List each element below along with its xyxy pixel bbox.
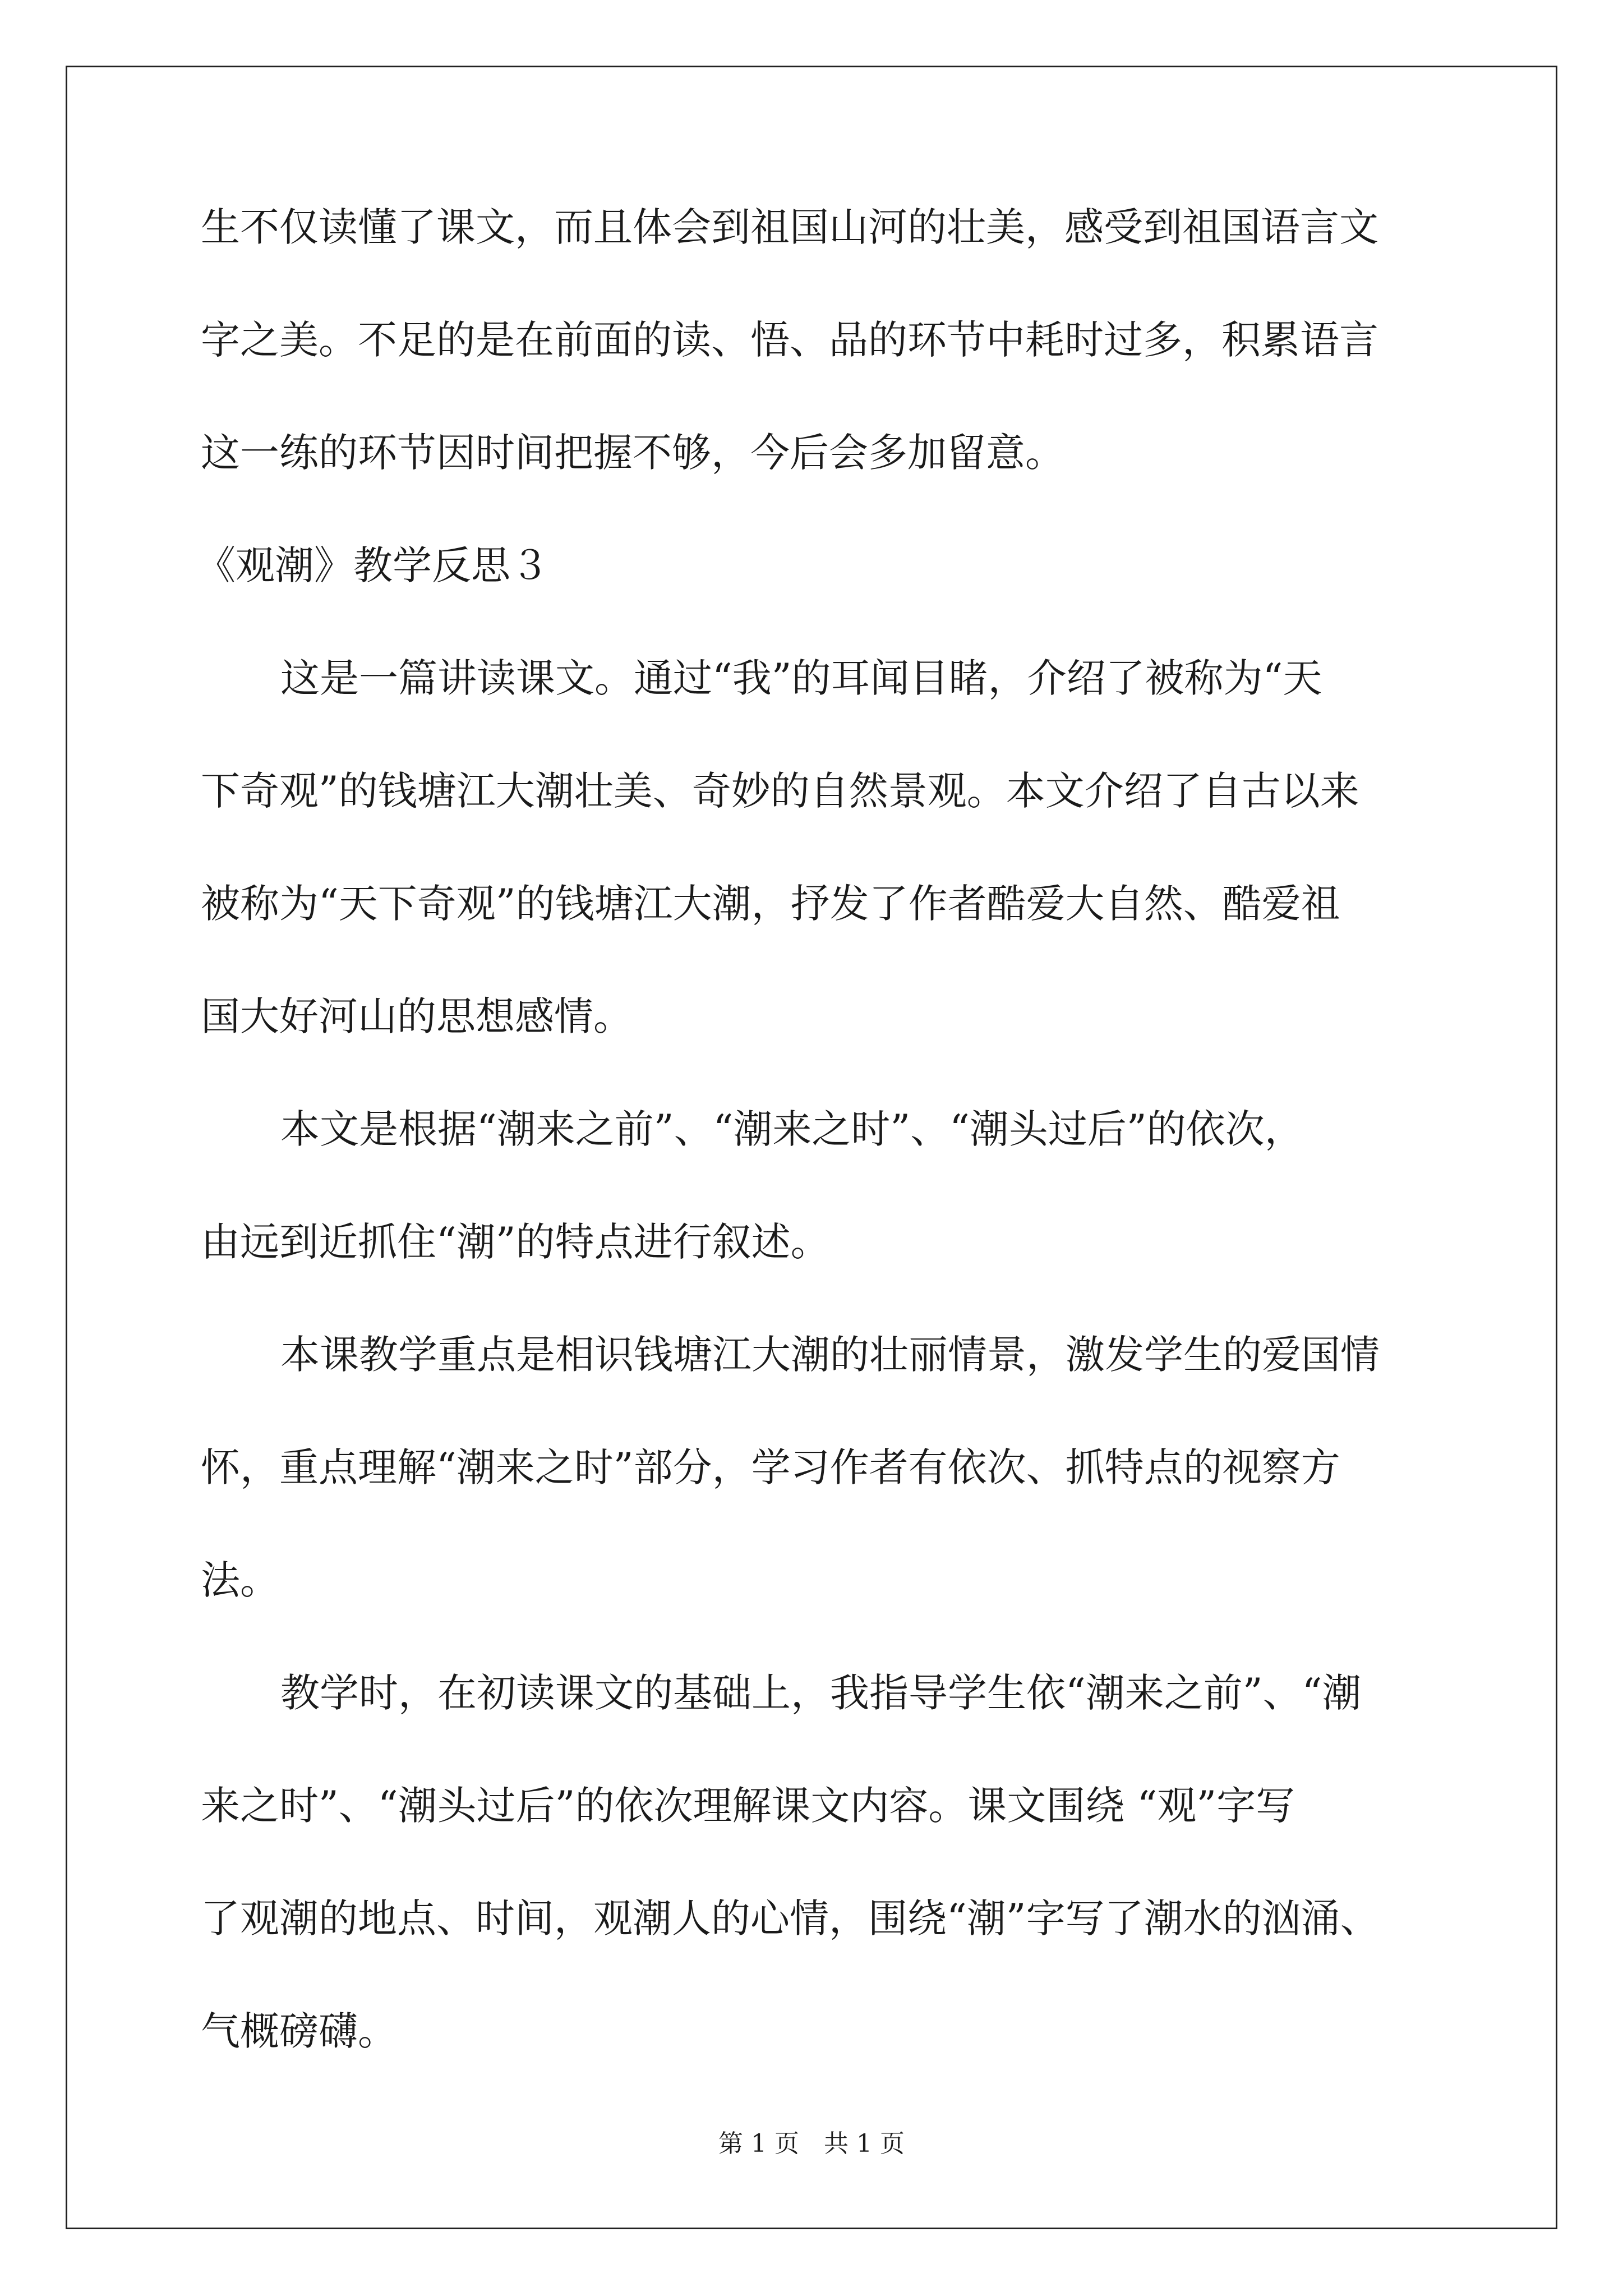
paragraph-line: 教学时，在初读课文的基础上，我指导学生依“潮来之前”、“潮 [280,1670,1362,1716]
page-number-footer: 第 1 页 共 1 页 [718,2129,905,2158]
paragraph-line: 这是一篇讲读课文。通过“我”的耳闻目睹，介绍了被称为“天 [280,655,1322,701]
paragraph-line: 字之美。不足的是在前面的读、悟、品的环节中耗时过多，积累语言 [201,317,1378,363]
paragraph-line: 本文是根据“潮来之前”、“潮来之时”、“潮头过后”的依次， [280,1106,1304,1152]
paragraph-line: 怀，重点理解“潮来之时”部分，学习作者有依次、抓特点的视察方 [201,1444,1340,1490]
section-heading: 《观潮》教学反思３ [196,542,550,588]
paragraph-line: 生不仅读懂了课文，而且体会到祖国山河的壮美，感受到祖国语言文 [201,204,1378,250]
paragraph-line: 国大好河山的思想感情。 [201,993,633,1039]
paragraph-line: 来之时”、“潮头过后”的依次理解课文内容。课文围绕 “观”字写 [201,1783,1295,1829]
paragraph-line: 气概磅礴。 [201,2008,397,2054]
paragraph-line: 法。 [201,1557,279,1603]
paragraph-line: 本课教学重点是相识钱塘江大潮的壮丽情景，激发学生的爱国情 [280,1332,1380,1378]
paragraph-line: 了观潮的地点、时间，观潮人的心情，围绕“潮”字写了潮水的汹涌、 [201,1895,1380,1941]
paragraph-line: 这一练的环节因时间把握不够，今后会多加留意。 [201,430,1064,476]
paragraph-line: 被称为“天下奇观”的钱塘江大潮，抒发了作者酷爱大自然、酷爱祖 [201,881,1340,927]
document-body [196,199,1491,2116]
paragraph-line: 由远到近抓住“潮”的特点进行叙述。 [201,1219,830,1265]
paragraph-line: 下奇观”的钱塘江大潮壮美、奇妙的自然景观。本文介绍了自古以来 [201,768,1359,814]
